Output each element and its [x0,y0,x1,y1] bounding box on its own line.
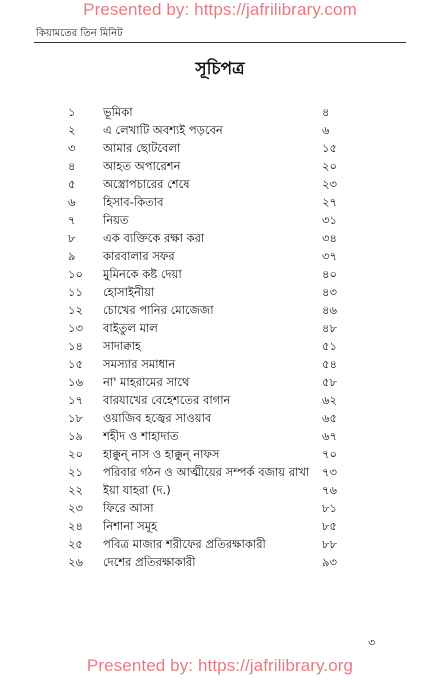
toc-page-number: ২৩ [322,177,337,191]
watermark-bottom: Presented by: https://jafrilibrary.org [86,656,354,675]
toc-number: ১৬ [68,375,83,389]
toc-title: চোখের পানির মোজেজা [103,303,214,317]
toc-number: ৭ [68,213,76,227]
toc-page-number: ২৭ [322,195,337,209]
toc-title: হোসাইনীয়া [103,285,155,299]
toc-title: অস্ত্রোপচারের শেষে [103,177,190,191]
toc-title: নিশানা সমূহ [103,519,158,533]
toc-row [0,355,440,373]
toc-number: ৯ [68,249,76,263]
table-of-contents [0,103,440,571]
toc-row [0,301,440,319]
toc-row [0,409,440,427]
toc-title: বাইতুল মাল [103,321,158,335]
toc-number: ১২ [68,303,83,317]
toc-row [0,211,440,229]
toc-row [0,121,440,139]
toc-title: ইয়া যাহরা (দ.) [103,483,171,497]
watermark-top: Presented by: https://jafrilibrary.com [83,0,357,19]
toc-number: ২৩ [68,501,83,515]
toc-title: এক ব্যক্তিকে রক্ষা করা [103,231,205,245]
toc-page-number: ৮৮ [322,537,337,551]
toc-row [0,463,440,481]
toc-number: ৪ [68,159,76,173]
toc-page-number: ৬ [322,123,330,137]
toc-number: ১ [68,105,76,119]
toc-page-number: ১৫ [322,141,337,155]
toc-title: নিয়ত [103,213,129,227]
toc-row [0,517,440,535]
toc-row [0,229,440,247]
toc-row [0,103,440,121]
toc-row [0,175,440,193]
toc-page-number: ৫৪ [322,357,337,371]
toc-title: শহীদ ও শাহাদাত [103,429,179,443]
toc-page-number: ৪০ [322,267,337,281]
toc-number: ১৪ [68,339,83,353]
toc-number: ১৯ [68,429,83,443]
toc-page-number: ৮৫ [322,519,337,533]
toc-title: পবিত্র মাজার শরীফের প্রতিরক্ষাকারী [103,537,266,551]
toc-row [0,319,440,337]
toc-row [0,139,440,157]
toc-number: ১৭ [68,393,83,407]
toc-number: ১৮ [68,411,83,425]
page-number: ৩ [368,636,376,649]
toc-page-number: ৬৫ [322,411,337,425]
toc-row [0,247,440,265]
toc-row [0,337,440,355]
page-title: সূচিপত্র [195,59,245,79]
toc-number: ৫ [68,177,76,191]
toc-page-number: ৩১ [322,213,337,227]
toc-page-number: ২০ [322,159,337,173]
toc-number: ২৪ [68,519,83,533]
header-rule [34,42,406,43]
toc-row [0,427,440,445]
toc-page-number: ৩৭ [322,249,337,263]
toc-page-number: ৪ [322,105,330,119]
toc-row [0,193,440,211]
toc-row [0,481,440,499]
toc-title: দেশের প্রতিরক্ষাকারী [103,555,196,569]
toc-page-number: ৮১ [322,501,337,515]
toc-page-number: ৩৪ [322,231,337,245]
toc-page-number: ৭০ [322,447,337,461]
toc-title: আহত অপারেশন [103,159,181,173]
toc-number: ২০ [68,447,83,461]
toc-title: হিসাব-কিতাব [103,195,164,209]
toc-page-number: ৪৩ [322,285,337,299]
toc-title: বারযাখের বেহেশতের বাগান [103,393,231,407]
toc-title: ফিরে আসা [103,501,154,515]
toc-number: ২১ [68,465,83,479]
toc-number: ২ [68,123,76,137]
toc-page-number: ৫৮ [322,375,337,389]
toc-title: ভূমিকা [103,105,133,119]
toc-page-number: ৪৮ [322,321,337,335]
toc-row [0,265,440,283]
toc-page-number: ৫১ [322,339,337,353]
toc-number: ২৬ [68,555,83,569]
toc-number: ২৫ [68,537,83,551]
toc-number: ৩ [68,141,76,155]
toc-row [0,373,440,391]
toc-number: ২২ [68,483,83,497]
toc-title: সাদাক্বাহ [103,339,141,353]
toc-title: না' মাহরামের সাথে [103,375,190,389]
toc-title: হাক্কুন্ নাস ও হাক্কুন্ নাফস [103,447,220,461]
toc-title: আমার ছোটবেলা [103,141,181,155]
toc-page-number: ৬৭ [322,429,337,443]
toc-number: ১১ [68,285,83,299]
toc-title: কারবালার সফর [103,249,175,263]
toc-page-number: ৪৬ [322,303,337,317]
toc-row [0,445,440,463]
toc-number: ৮ [68,231,76,245]
toc-page-number: ৯৩ [322,555,337,569]
toc-row [0,283,440,301]
toc-page-number: ৬২ [322,393,337,407]
toc-title: সমস্যার সমাধান [103,357,176,371]
toc-row [0,535,440,553]
toc-row [0,553,440,571]
toc-page-number: ৭৬ [322,483,337,497]
running-head: কিয়ামতের তিন মিনিট [36,28,123,39]
toc-number: ৬ [68,195,76,209]
toc-page-number: ৭৩ [322,465,337,479]
toc-title: ওয়াজিব হজ্বের সাওয়াব [103,411,212,425]
toc-number: ১৫ [68,357,83,371]
toc-title: মুমিনকে কষ্ট দেয়া [103,267,182,281]
toc-number: ১০ [68,267,83,281]
toc-title: পরিবার গঠন ও আত্মীয়ের সম্পর্ক বজায় রাখা [103,465,310,479]
toc-row [0,157,440,175]
toc-row [0,499,440,517]
toc-title: এ লেখাটি অবশ্যই পড়বেন [103,123,223,137]
toc-number: ১৩ [68,321,83,335]
toc-row [0,391,440,409]
